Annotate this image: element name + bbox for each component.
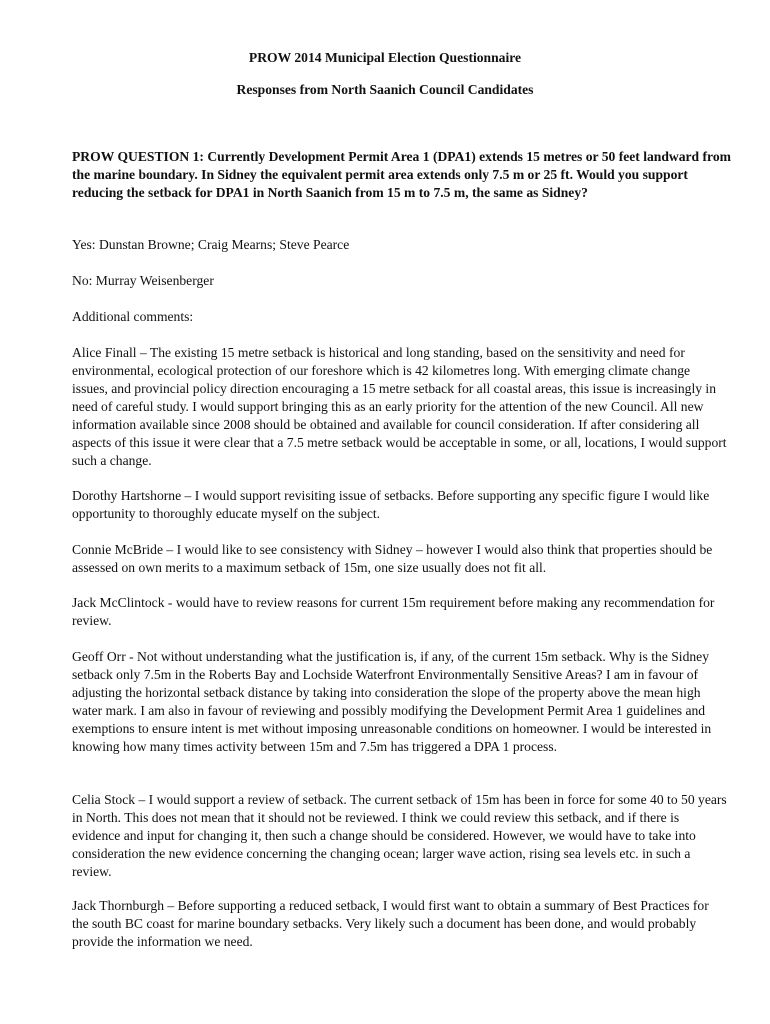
document-subtitle: Responses from North Saanich Council Candidates [236,82,534,97]
comment-geoff-orr: Geoff Orr - Not without understanding what the justification is, if any, of the current 15m setback. Why is the Sidney setback only 7.5m in the Roberts Bay and Lochside Waterfront Environmentally Sensitive Areas? I am in favour of adjusting the horizontal setback distance by taking into consideration the slope of the property above the mean high water mark. I am also in favour of reviewing and possibly modifying the Development Permit Area 1 guidelines and exemptions to ensure intent is met without imposing unreasonable conditions on homeowner. I would be interested in knowing how many times activity between 15m and 7.5m has triggered a DPA 1 process. [72,649,712,754]
yes-responses: Yes: Dunstan Browne; Craig Mearns; Steve Pearce [72,237,350,252]
comment-jack-thornburgh: Jack Thornburgh – Before supporting a reduced setback, I would first want to obtain a summary of Best Practices for the south BC coast for marine boundary setbacks. Very likely such a document has been done, and would probably provide the information we need. [72,898,709,949]
comment-alice-finall: Alice Finall – The existing 15 metre setback is historical and long standing, based on the sensitivity and need for environmental, ecological protection of our foreshore which is 42 kilometres long. With emerging climate change issues, and provincial policy direction encouraging a 15 metre setback for all coastal areas, this issue is increasingly in need of careful study. I would support bringing this as an early priority for the attention of the new Council. All new information available since 2008 should be obtained and available for council consideration. If after considering all aspects of this issue it were clear that a 7.5 metre setback would be acceptable in some, or all, locations, I would support such a change. [72,345,727,468]
no-responses: No: Murray Weisenberger [72,273,214,288]
comment-jack-mcclintock: Jack McClintock - would have to review reasons for current 15m requirement before making any recommendation for review. [72,595,715,628]
comment-dorothy-hartshorne: Dorothy Hartshorne – I would support revisiting issue of setbacks. Before supporting any specific figure I would like opportunity to thoroughly educate myself on the subject. [72,488,710,521]
question-text: PROW QUESTION 1: Currently Development Permit Area 1 (DPA1) extends 15 metres or 50 feet landward from the marine boundary. In Sidney the equivalent permit area extends only 7.5 m or 25 ft. Would you support reducing the setback for DPA1 in North Saanich from 15 m to 7.5 m, the same as Sidney? [72,149,731,200]
additional-comments-label: Additional comments: [72,309,194,324]
comment-connie-mcbride: Connie McBride – I would like to see consistency with Sidney – however I would also think that properties should be assessed on own merits to a maximum setback of 15m, one size usually does not fit all. [72,542,713,575]
document-title: PROW 2014 Municipal Election Questionnaire [248,50,522,65]
comment-celia-stock: Celia Stock – I would support a review of setback. The current setback of 15m has been in force for some 40 to 50 years in North. This does not mean that it should not be reviewed. I think we could review this setback, and if there is evidence and input for changing it, then such a change should be considered. However, we would have to take into consideration the new evidence concerning the changing ocean; larger wave action, rising sea levels etc. in such a review. [72,792,727,879]
